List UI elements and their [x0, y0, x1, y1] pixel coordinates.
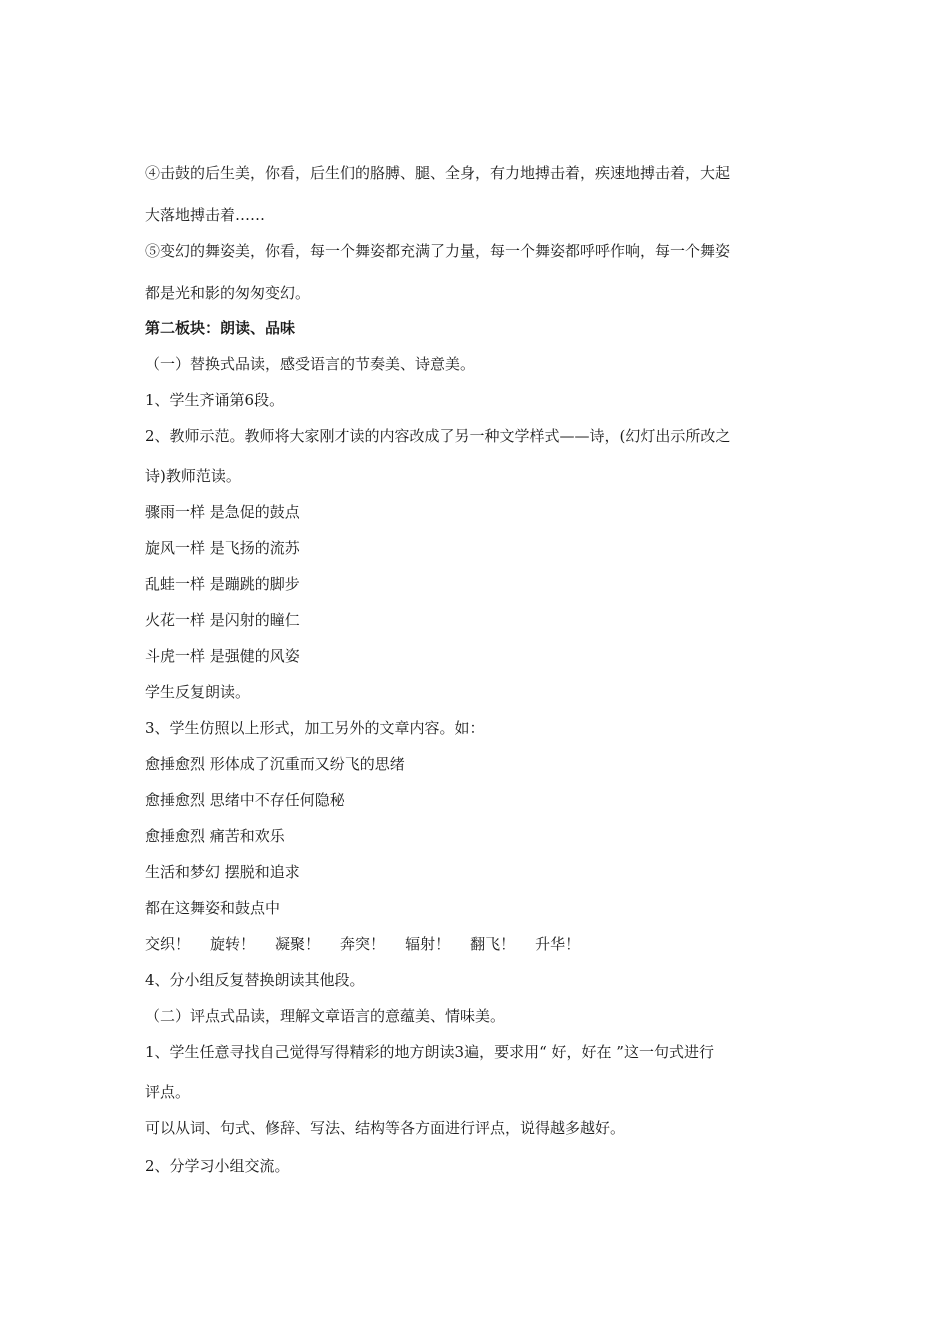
paragraph-4-line-2: 大落地搏击着……: [145, 206, 266, 224]
section-heading: 第二板块：朗读、品味: [145, 319, 296, 337]
word-4: 奔突！: [340, 935, 386, 953]
word-1: 交织！: [145, 935, 191, 953]
task-1-line-1: 1、学生任意寻找自己觉得写得精彩的地方朗读3遍，要求用“ 好，好在 ”这一句式进行: [145, 1043, 714, 1061]
step-2-line-2: 诗)教师范读。: [145, 467, 241, 485]
step-4: 4、分小组反复替换朗读其他段。: [145, 971, 365, 989]
poem-line-3: 乱蛙一样 是蹦跳的脚步: [145, 575, 300, 593]
word-6: 翻飞！: [470, 935, 516, 953]
example-line-4: 生活和梦幻 摆脱和追求: [145, 863, 300, 881]
word-5: 辐射！: [405, 935, 451, 953]
step-2-line-1: 2、教师示范。教师将大家刚才读的内容改成了另一种文学样式——诗，(幻灯出示所改之: [145, 427, 731, 445]
exclamation-words: [145, 934, 580, 954]
word-7: 升华！: [535, 935, 581, 953]
paragraph-4-line-1: ④击鼓的后生美，你看，后生们的胳膊、腿、全身，有力地搏击着，疾速地搏击着，大起: [145, 164, 731, 182]
poem-line-2: 旋风一样 是飞扬的流苏: [145, 539, 300, 557]
example-line-2: 愈捶愈烈 思绪中不存任何隐秘: [145, 791, 345, 809]
step-3: 3、学生仿照以上形式，加工另外的文章内容。如：: [145, 719, 485, 737]
task-1-note: 可以从词、句式、修辞、写法、结构等各方面进行评点，说得越多越好。: [145, 1119, 626, 1137]
poem-line-1: 骤雨一样 是急促的鼓点: [145, 503, 300, 521]
paragraph-5-line-2: 都是光和影的匆匆变幻。: [145, 284, 311, 302]
poem-line-4: 火花一样 是闪射的瞳仁: [145, 611, 300, 629]
example-line-5: 都在这舞姿和鼓点中: [145, 899, 281, 917]
paragraph-5-line-1: ⑤变幻的舞姿美，你看，每一个舞姿都充满了力量，每一个舞姿都呼呼作响，每一个舞姿: [145, 242, 731, 260]
task-1-line-2: 评点。: [145, 1083, 191, 1101]
step-1: 1、学生齐诵第6段。: [145, 391, 285, 409]
example-line-3: 愈捶愈烈 痛苦和欢乐: [145, 827, 285, 845]
subheading-2: （二）评点式品读，理解文章语言的意蕴美、情味美。: [145, 1007, 506, 1025]
word-2: 旋转！: [210, 935, 256, 953]
poem-line-5: 斗虎一样 是强健的风姿: [145, 647, 300, 665]
subheading-1: （一）替换式品读，感受语言的节奏美、诗意美。: [145, 355, 476, 373]
task-2: 2、分学习小组交流。: [145, 1157, 290, 1175]
repeat-reading: 学生反复朗读。: [145, 683, 251, 701]
word-3: 凝聚！: [275, 935, 321, 953]
example-line-1: 愈捶愈烈 形体成了沉重而又纷飞的思绪: [145, 755, 405, 773]
